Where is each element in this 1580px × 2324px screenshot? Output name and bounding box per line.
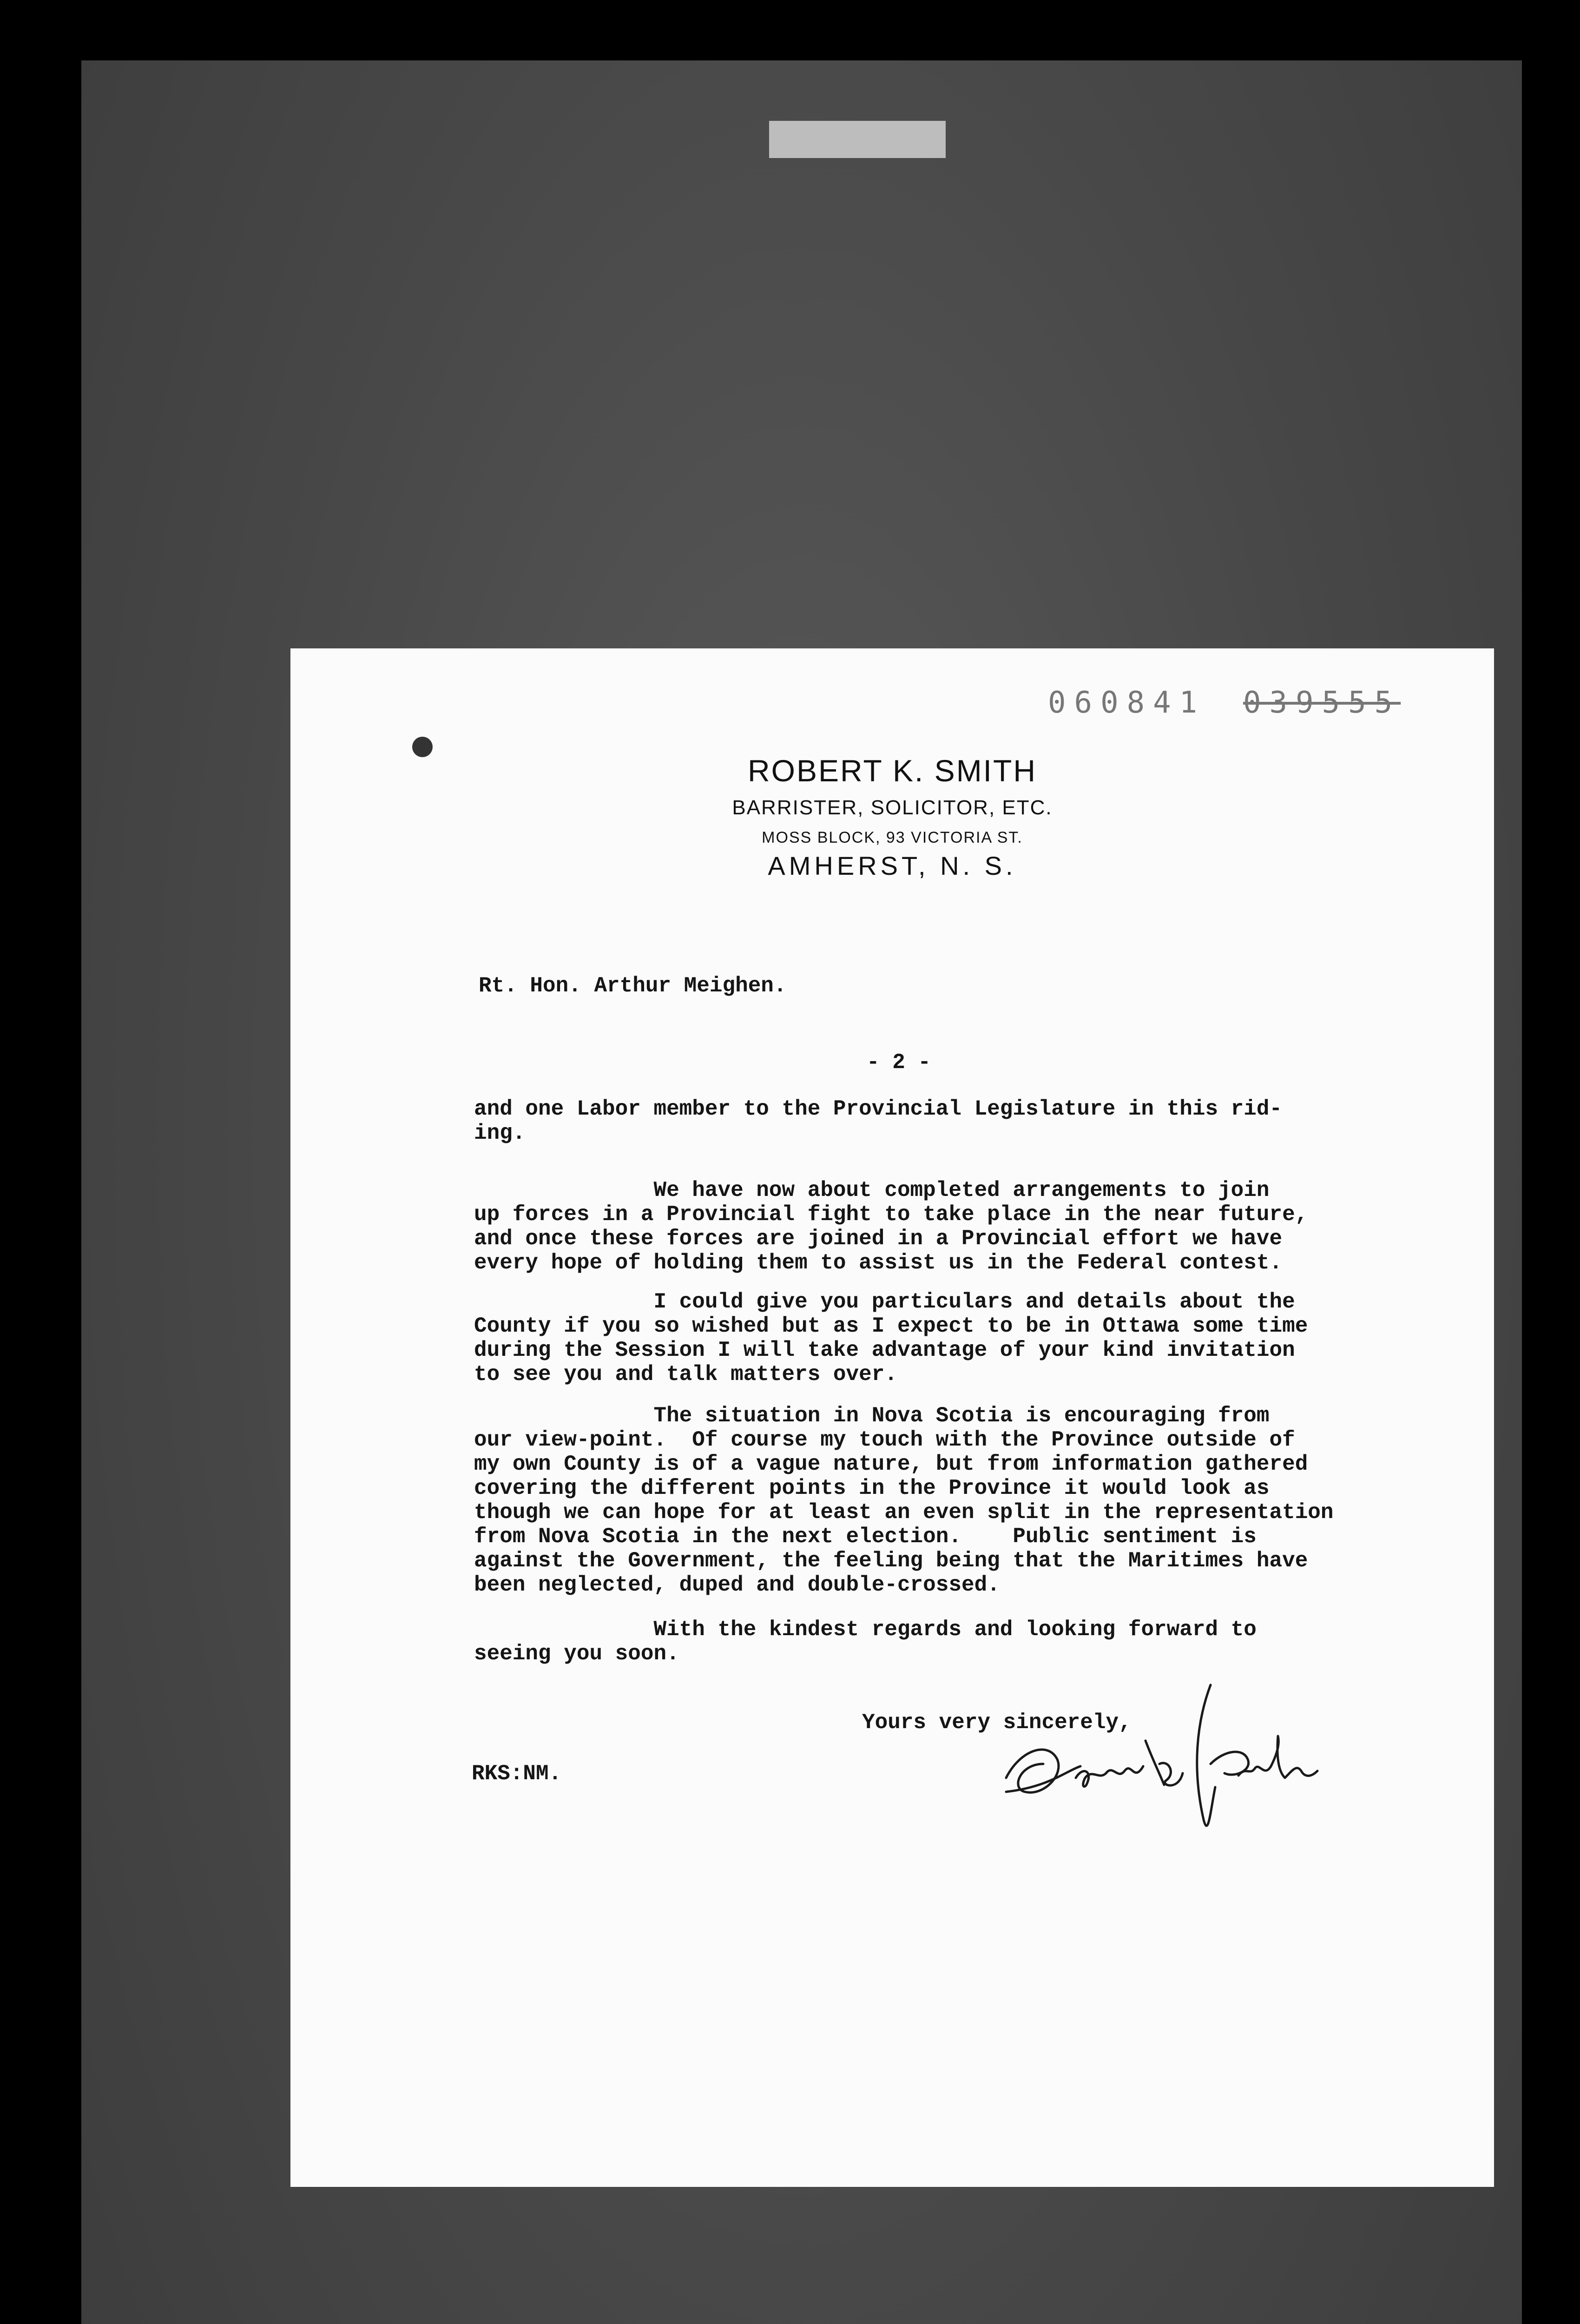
letterhead-name: ROBERT K. SMITH [748,753,1037,788]
mount-tab [769,121,946,158]
closing: Yours very sincerely, [862,1710,1132,1735]
paragraph: With the kindest regards and looking forward to seeing you soon. [474,1618,1257,1666]
archive-mount-board [81,60,1522,2324]
paragraph: I could give you particulars and details about the County if you so wished but as I expect to be in Ottawa some time during the Session I will take advantage of your kind invitation to see you and talk matters over. [474,1290,1308,1386]
paragraph: and one Labor member to the Provincial Legislature in this rid- ing. [474,1097,1283,1145]
archive-number-stamp: 060841 [1048,686,1206,720]
letterhead-address: MOSS BLOCK, 93 VICTORIA ST. [762,829,1023,846]
letterhead-city: AMHERST, N. S. [768,851,1017,880]
paragraph: We have now about completed arrangements to join up forces in a Provincial fight to take place in the near future, and once these forces are joined in a Provincial effort we have every hope of holding them to assist us in the Federal contest. [474,1178,1308,1275]
letterhead-title: BARRISTER, SOLICITOR, ETC. [732,796,1053,819]
letter-page [290,648,1494,2187]
typist-initials: RKS:NM. [472,1762,562,1786]
struck-archive-number: 039555 [1243,686,1401,720]
paragraph: The situation in Nova Scotia is encouraging from our view-point. Of course my touch with the Province outside of my own County is of a vague nature, but from information gathered covering the different points in the Province it would look as though we can hope for at least an even split in the representation from Nova Scotia in the next election. Public sentiment is against the Government, the feeling being that the Maritimes have been neglected, duped and double-crossed. [474,1404,1334,1597]
salutation: Rt. Hon. Arthur Meighen. [479,974,787,998]
handwritten-signature [992,1671,1327,1857]
page-number: - 2 - [867,1050,931,1075]
